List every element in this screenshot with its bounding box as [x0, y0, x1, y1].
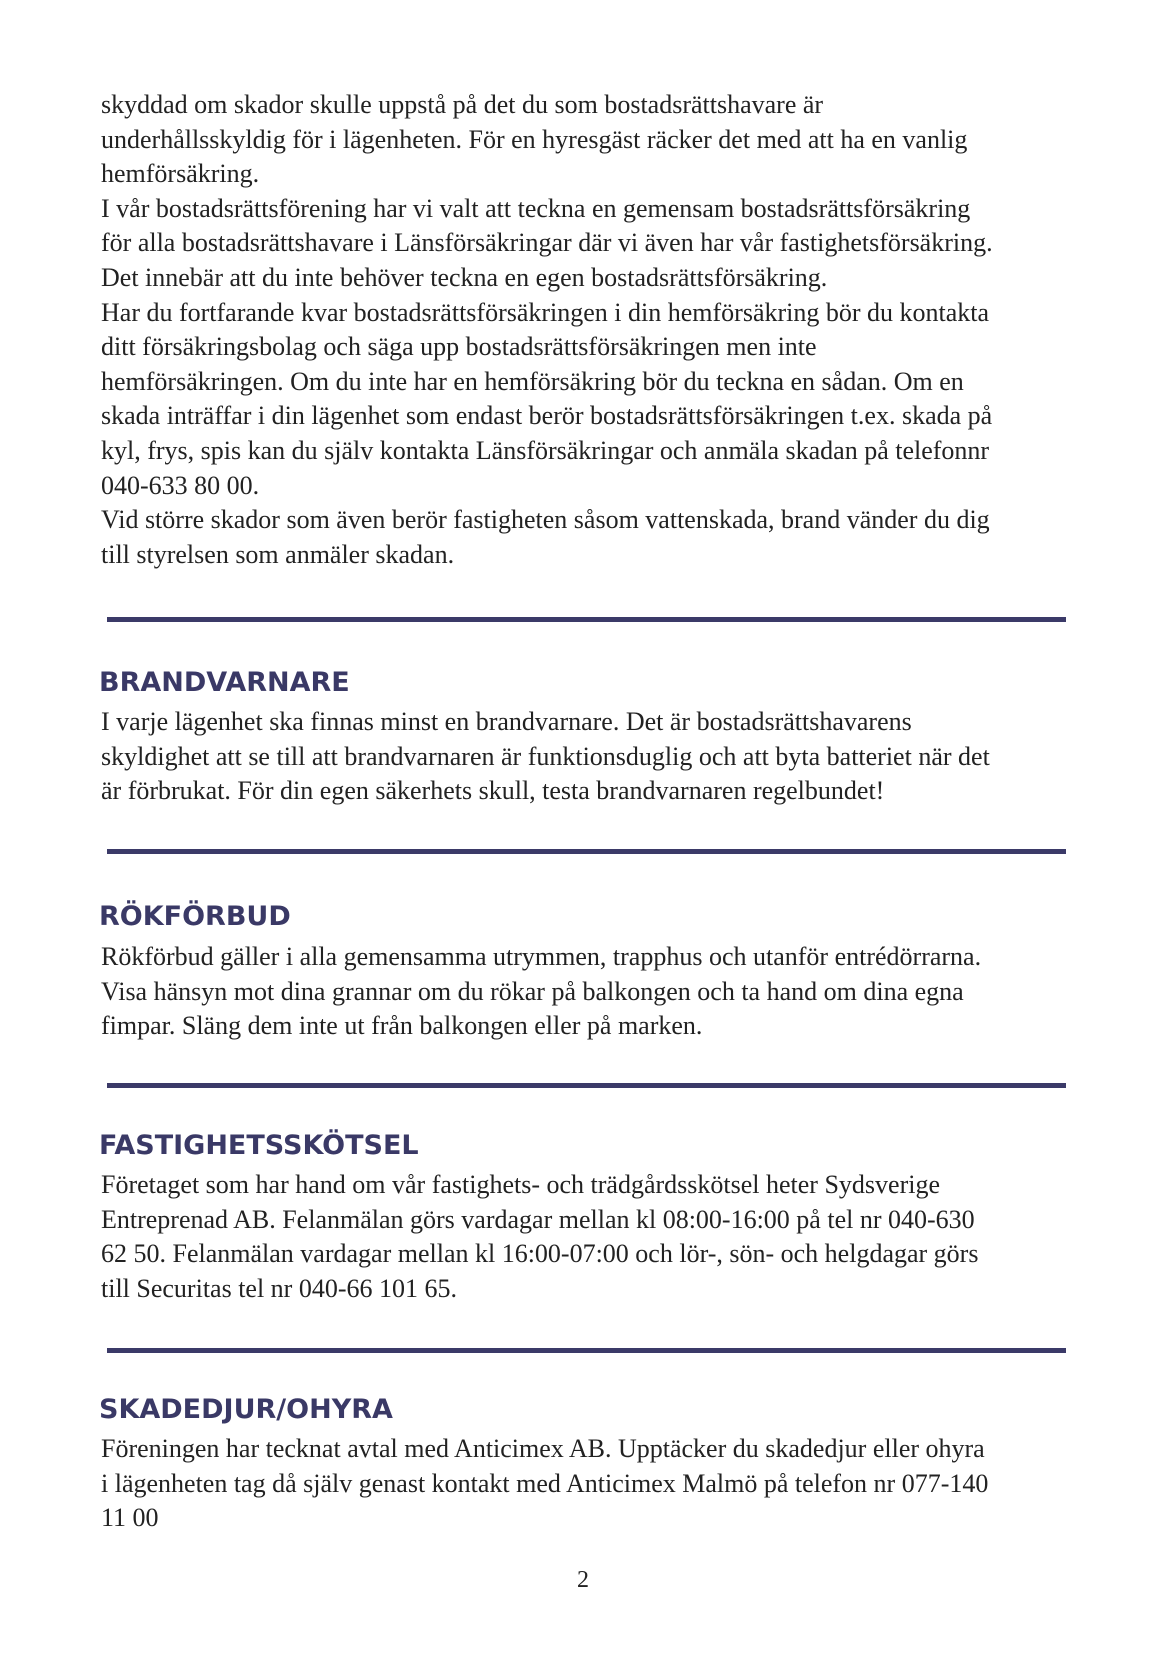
text-line: skyldighet att se till att brandvarnaren är funktionsduglig och att byta batteriet när det — [101, 741, 990, 771]
text-line: för alla bostadsrättshavare i Länsförsäkringar där vi även har vår fastighetsförsäkring. — [101, 228, 993, 258]
section-heading-fastighetsskotsel: FASTIGHETSSKÖTSEL — [99, 1130, 419, 1161]
text-line: ditt försäkringsbolag och säga upp bostadsrättsförsäkringen men inte — [101, 332, 817, 362]
text-line: Entreprenad AB. Felanmälan görs vardagar mellan kl 08:00-16:00 på tel nr 040-630 — [101, 1204, 975, 1234]
text-line: Rökförbud gäller i alla gemensamma utrymmen, trapphus och utanför entrédörrarna. — [101, 942, 982, 971]
text-line: Visa hänsyn mot dina grannar om du rökar på balkongen och ta hand om dina egna — [101, 976, 964, 1006]
section-divider — [107, 617, 1066, 622]
intro-paragraph — [101, 88, 1061, 572]
text-line: i lägenheten tag då själv genast kontakt med Anticimex Malmö på telefon nr 077-140 — [101, 1468, 989, 1498]
text-line: underhållsskyldig för i lägenheten. För en hyresgäst räcker det med att ha en vanlig — [101, 124, 968, 154]
text-line: I vår bostadsrättsförening har vi valt att teckna en gemensam bostadsrättsförsäkring — [101, 193, 971, 223]
section-divider — [107, 1083, 1066, 1088]
text-line: I varje lägenhet ska finnas minst en brandvarnare. Det är bostadsrättshavarens — [101, 707, 912, 736]
text-line: hemförsäkring. — [101, 159, 260, 189]
text-line: 62 50. Felanmälan vardagar mellan kl 16:00-07:00 och lör-, sön- och helgdagar görs — [101, 1239, 979, 1269]
section-heading-brandvarnare: BRANDVARNARE — [99, 667, 350, 698]
text-line: 040-633 80 00. — [101, 470, 260, 500]
text-line: Företaget som har hand om vår fastighets- och trädgårdsskötsel heter Sydsverige — [101, 1170, 940, 1199]
text-line: Har du fortfarande kvar bostadsrättsförsäkringen i din hemförsäkring bör du kontakta — [101, 297, 990, 327]
section-body-fastighetsskotsel — [101, 1168, 1061, 1306]
section-heading-rokforbud: RÖKFÖRBUD — [99, 901, 291, 932]
text-line: Det innebär att du inte behöver teckna en egen bostadsrättsförsäkring. — [101, 262, 828, 292]
section-heading-skadedjur-ohyra: SKADEDJUR/OHYRA — [99, 1394, 393, 1425]
section-body-brandvarnare — [101, 705, 1061, 809]
text-line: är förbrukat. För din egen säkerhets skull, testa brandvarnaren regelbundet! — [101, 776, 885, 806]
text-line: till Securitas tel nr 040-66 101 65. — [101, 1273, 458, 1303]
text-line: skada inträffar i din lägenhet som endast berör bostadsrättsförsäkringen t.ex. skada på — [101, 401, 993, 431]
text-line: fimpar. Släng dem inte ut från balkongen eller på marken. — [101, 1011, 703, 1041]
text-line: Vid större skador som även berör fastigheten såsom vattenskada, brand vänder du dig — [101, 505, 990, 535]
section-divider — [107, 849, 1066, 854]
text-line: hemförsäkringen. Om du inte har en hemförsäkring bör du teckna en sådan. Om en — [101, 366, 964, 396]
text-line: skyddad om skador skulle uppstå på det du som bostadsrättshavare är — [101, 90, 824, 119]
text-line: 11 00 — [101, 1503, 159, 1533]
text-line: till styrelsen som anmäler skadan. — [101, 539, 455, 569]
text-line: kyl, frys, spis kan du själv kontakta Länsförsäkringar och anmäla skadan på telefonnr — [101, 435, 990, 465]
section-divider — [107, 1348, 1066, 1353]
section-body-rokforbud — [101, 940, 1061, 1044]
text-line: Föreningen har tecknat avtal med Anticimex AB. Upptäcker du skadedjur eller ohyra — [101, 1434, 985, 1463]
section-body-skadedjur-ohyra — [101, 1432, 1061, 1536]
page-number: 2 — [577, 1567, 589, 1593]
